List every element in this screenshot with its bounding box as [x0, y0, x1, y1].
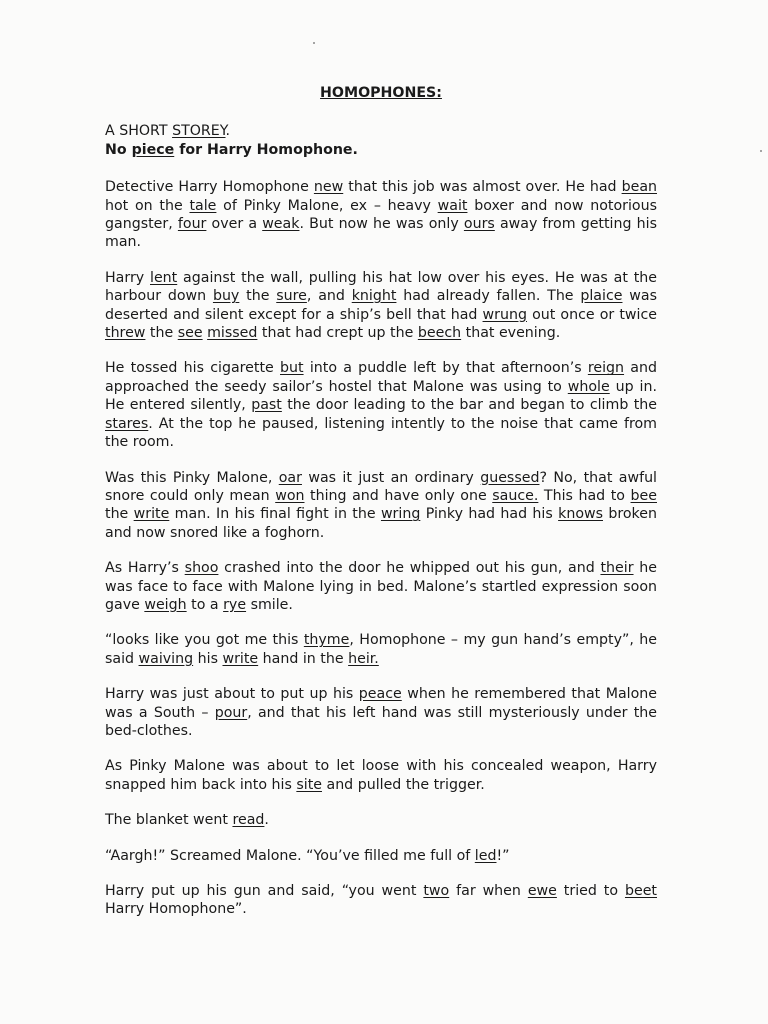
text-run: . — [264, 812, 269, 829]
homophone-word: buy — [212, 288, 240, 305]
story-page — [105, 84, 657, 919]
homophone-word: wrung — [482, 306, 527, 323]
homophone-word: threw — [105, 325, 146, 342]
text-run: that this job was almost over. He had — [343, 179, 622, 196]
text-run: and approached the seedy sailor’s hostel that Malone was using to — [105, 360, 657, 395]
homophone-word: plaice — [580, 288, 623, 305]
text-run: hot on the — [105, 197, 190, 214]
text-run: Pinky had had his — [420, 506, 559, 523]
homophone-word: oar — [278, 469, 302, 486]
homophone-word: past — [251, 397, 282, 414]
homophone-word: ewe — [527, 883, 557, 899]
text-run: broken and now snored like a foghorn. — [105, 506, 657, 541]
homophone-word: their — [600, 560, 634, 577]
homophone-word: four — [177, 216, 207, 233]
homophone-word: heir. — [348, 650, 379, 667]
homophone-word: whole — [567, 378, 610, 395]
homophone-word: wring — [380, 506, 421, 523]
text-run: A SHORT — [105, 123, 173, 140]
text-run: against the wall, pulling his hat low over his eyes. He was at the harbour down — [105, 269, 657, 305]
text-run: for Harry Homophone. — [174, 141, 358, 158]
homophone-word: won — [275, 487, 305, 504]
text-run: away from getting his man. — [105, 216, 657, 251]
text-run: out once or twice — [526, 306, 657, 323]
story-subtitle — [105, 122, 657, 140]
homophone-word: sauce. — [492, 487, 539, 504]
homophone-word: write — [133, 506, 170, 523]
text-run: the — [145, 325, 178, 342]
homophone-word: lent — [150, 269, 178, 286]
story-paragraph — [105, 685, 657, 740]
text-run: The blanket went — [105, 812, 233, 829]
story-paragraph — [105, 559, 657, 614]
text-run: Was this Pinky Malone, — [105, 469, 279, 486]
text-run: , and that his left hand was still mysteriously under the bed-clothes. — [105, 704, 658, 739]
homophone-word: reign — [587, 360, 625, 377]
text-run: Detective Harry Homophone — [105, 179, 314, 196]
homophone-word: bean — [621, 179, 657, 196]
story-paragraph — [105, 269, 657, 343]
homophone-word: ours — [463, 216, 495, 233]
text-run: and pulled the trigger. — [321, 776, 485, 793]
story-paragraph — [105, 178, 657, 252]
homophone-word: shoo — [184, 560, 219, 577]
homophone-word: guessed — [480, 469, 540, 486]
text-run: the door leading to the bar and began to climb the — [281, 397, 657, 414]
text-run: had already fallen. The — [396, 288, 581, 305]
text-run: boxer and now notorious gangster, — [105, 197, 657, 233]
scan-speck — [760, 150, 762, 152]
text-run: the — [105, 506, 134, 523]
homophone-word: new — [313, 179, 344, 196]
homophone-word: led — [474, 847, 497, 864]
story-paragraph — [105, 847, 657, 865]
story-paragraph — [105, 882, 657, 919]
homophone-word: peace — [358, 686, 402, 703]
homophone-word: sure — [276, 288, 307, 305]
text-run: thing and have only one — [304, 487, 493, 504]
homophone-word: rye — [223, 596, 247, 613]
homophone-word: knight — [351, 288, 397, 305]
homophone-word: weigh — [144, 596, 187, 613]
text-run: Harry — [105, 269, 150, 286]
homophone-word: missed — [207, 325, 258, 342]
homophone-word: see — [177, 325, 203, 342]
text-run: up in. He entered silently, — [105, 378, 657, 414]
homophone-word: thyme — [303, 632, 350, 649]
text-run: crashed into the door he whipped out his gun, and — [218, 560, 601, 577]
story-paragraph — [105, 469, 657, 543]
text-run: man. In his final fight in the — [169, 506, 381, 523]
homophone-word: stares — [105, 415, 149, 432]
text-run: Harry put up his gun and said, “you went — [105, 883, 424, 899]
text-run: ? No, that awful snore could only mean — [105, 469, 657, 504]
text-run: tried to — [556, 883, 625, 899]
text-run: Harry was just about to put up his — [105, 686, 359, 703]
homophone-word: STOREY — [172, 123, 226, 140]
text-run: was it just an ordinary — [301, 469, 481, 486]
text-run: As Pinky Malone was about to let loose with his concealed weapon, Harry snapped him back into his — [105, 758, 657, 793]
text-run: to a — [186, 596, 224, 613]
homophone-word: site — [296, 776, 322, 793]
text-run: !” — [496, 847, 510, 864]
homophone-word: knows — [558, 506, 603, 523]
text-run: when he remembered that Malone was a South – — [105, 686, 657, 721]
homophone-word: two — [423, 883, 450, 899]
homophone-word: write — [222, 650, 259, 667]
page-title: HOMOPHONES: — [320, 85, 442, 101]
homophone-word: piece — [131, 141, 175, 158]
text-run: , and — [306, 288, 352, 305]
homophone-word: beech — [417, 325, 462, 342]
text-run: that had crept up the — [257, 325, 418, 342]
text-run: far when — [449, 883, 528, 899]
text-run: Harry Homophone”. — [105, 901, 247, 918]
story-paragraph — [105, 757, 657, 794]
text-run: . At the top he paused, listening intently to the noise that came from the room. — [105, 415, 657, 451]
homophone-word: tale — [189, 197, 217, 214]
text-run: of Pinky Malone, ex – heavy — [216, 197, 438, 214]
homophone-word: waiving — [138, 650, 194, 667]
text-run: smile. — [246, 596, 293, 613]
text-run: over a — [206, 216, 263, 233]
homophone-word: read — [232, 812, 265, 829]
text-run: he was face to face with Malone lying in bed. Malone’s startled expression soon gave — [105, 560, 657, 613]
story-paragraph — [105, 631, 657, 668]
story-paragraph — [105, 359, 657, 451]
homophone-word: bee — [630, 487, 657, 504]
homophone-word: beet — [624, 883, 657, 899]
text-run: . But now he was only — [299, 216, 464, 233]
text-run: into a puddle left by that afternoon’s — [303, 360, 588, 377]
text-run: the — [239, 288, 277, 305]
text-run: was deserted and silent except for a ship’s bell that had — [105, 288, 657, 323]
text-run: As Harry’s — [105, 560, 185, 577]
text-run: that evening. — [461, 325, 561, 342]
story-heading — [105, 141, 657, 159]
text-run: hand in the — [258, 650, 349, 667]
text-run: his — [193, 650, 223, 667]
story-paragraph — [105, 811, 657, 829]
text-run: He tossed his cigarette — [105, 360, 281, 377]
homophone-word: weak — [262, 216, 300, 233]
text-run: . — [225, 123, 231, 140]
story-body — [105, 178, 657, 919]
homophone-word: wait — [437, 197, 468, 214]
text-run: “looks like you got me this — [105, 632, 304, 649]
homophone-word: pour — [214, 704, 248, 721]
scan-speck — [313, 42, 315, 44]
text-run: No — [105, 141, 132, 158]
text-run: “Aargh!” Screamed Malone. “You’ve filled me full of — [105, 847, 475, 864]
text-run: , Homophone – my gun hand’s empty”, he said — [105, 632, 657, 667]
homophone-word: but — [280, 360, 304, 377]
text-run: This had to — [538, 487, 631, 504]
